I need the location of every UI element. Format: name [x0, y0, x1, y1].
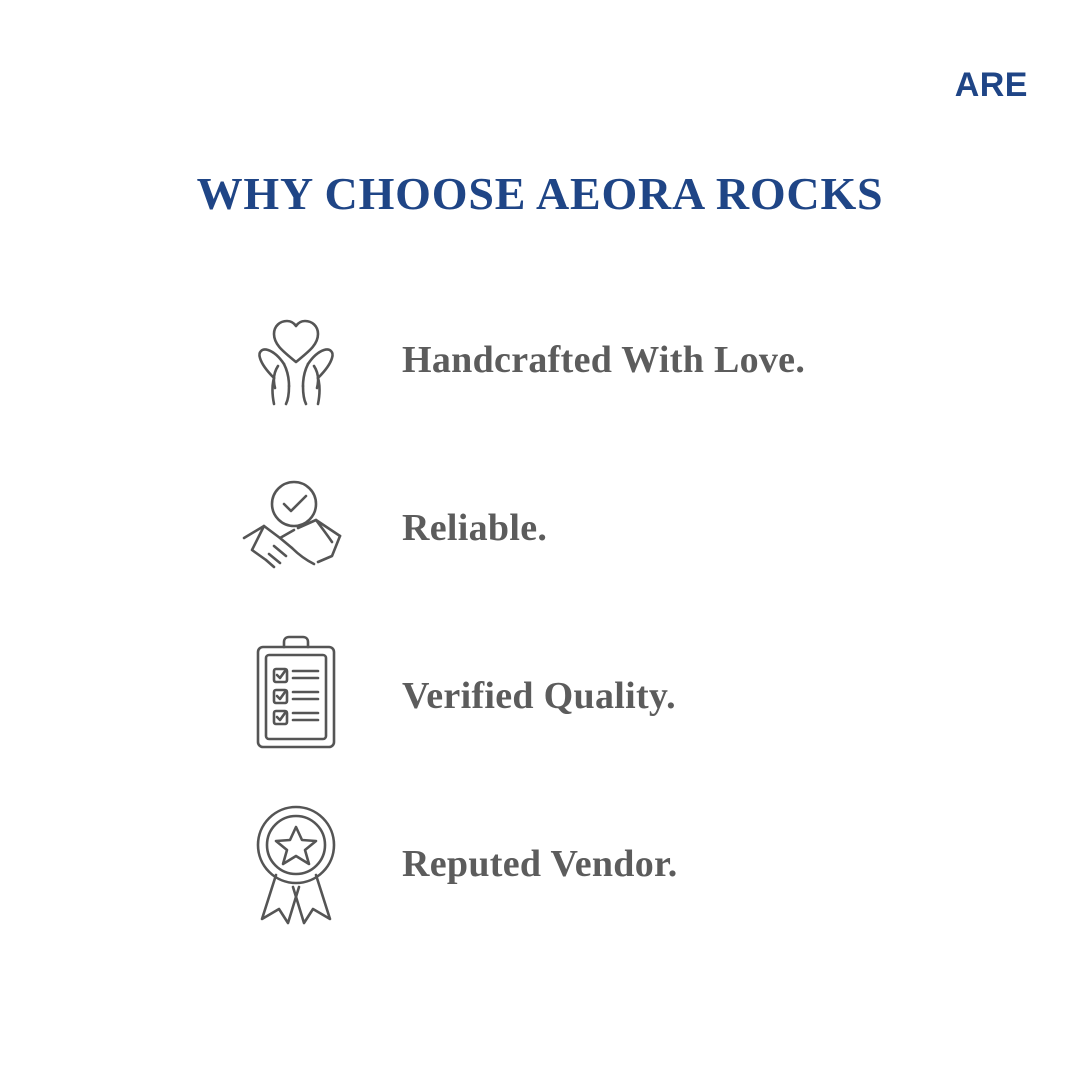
list-item-label: Reliable. — [402, 507, 548, 549]
award-ribbon-star-icon — [236, 799, 356, 929]
handshake-check-icon — [236, 463, 356, 593]
list-item — [236, 444, 936, 612]
list-item — [236, 780, 936, 948]
list-item-label: Handcrafted With Love. — [402, 339, 806, 381]
brand-logo-text: ARE — [954, 66, 1028, 104]
list-item — [236, 276, 936, 444]
brand-logo — [955, 62, 1028, 108]
page-title: WHY CHOOSE AEORA ROCKS — [196, 168, 884, 219]
feature-list — [236, 276, 936, 948]
list-item-label: Reputed Vendor. — [402, 843, 678, 885]
clipboard-checklist-icon — [236, 631, 356, 761]
hands-holding-heart-icon — [236, 295, 356, 425]
list-item — [236, 612, 936, 780]
list-item-label: Verified Quality. — [402, 675, 676, 717]
